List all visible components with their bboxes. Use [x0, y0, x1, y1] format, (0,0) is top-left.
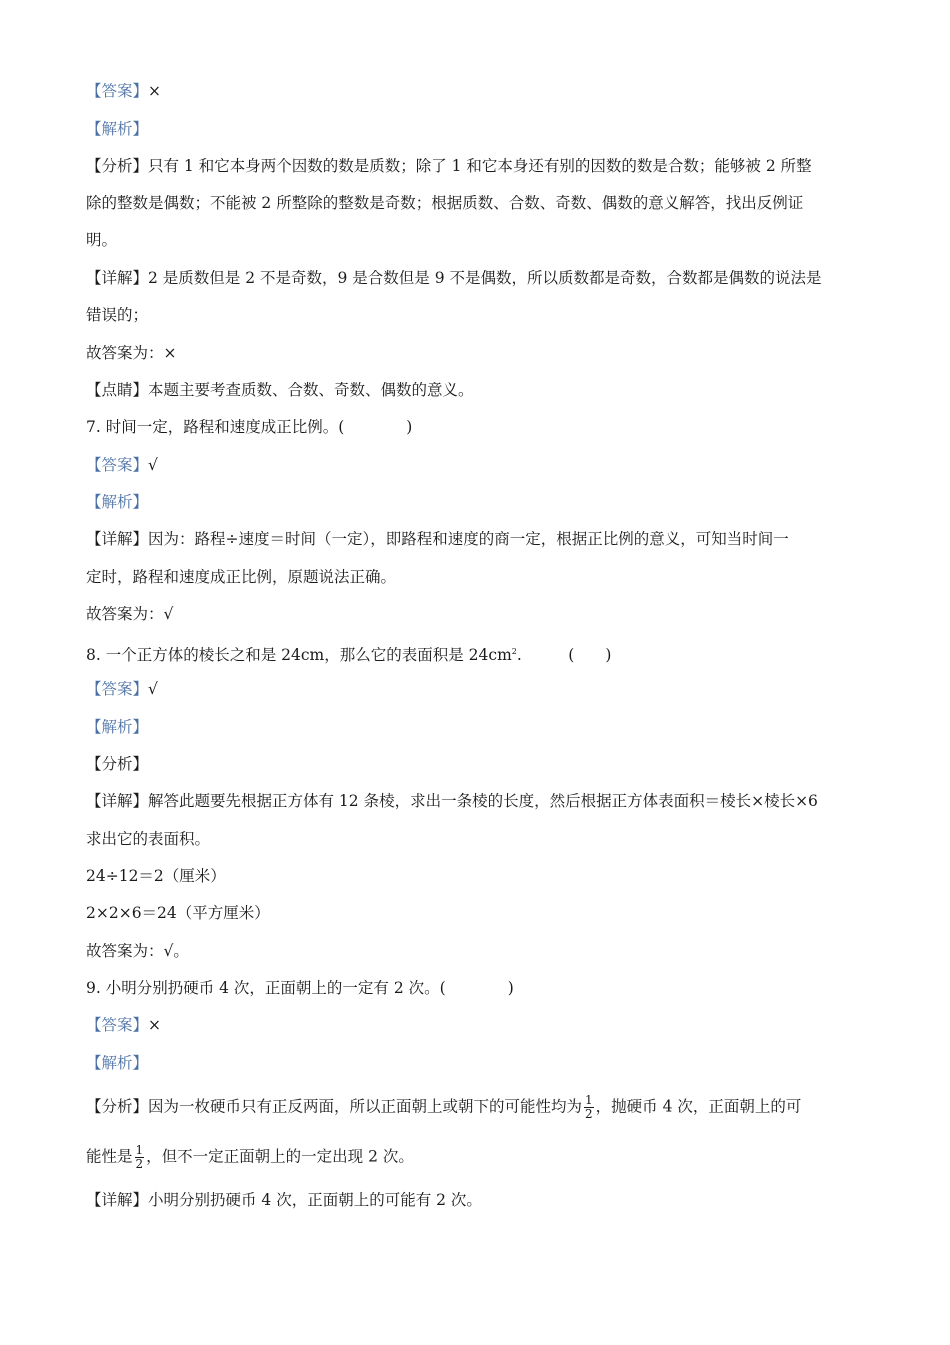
- detail-text-6-line2: 错误的；: [86, 306, 149, 324]
- detail-text-8-line2: 求出它的表面积。: [86, 830, 211, 848]
- analysis-9-text-a: 【分析】因为一枚硬币只有正反两面，所以正面朝上或朝下的可能性均为: [86, 1097, 583, 1116]
- analysis-text-9-line1: [86, 1094, 866, 1121]
- question-8-text-a: 8. 一个正方体的棱长之和是 24cm，那么它的表面积是 24cm: [86, 646, 512, 665]
- analysis-text-6-line2: 除的整数是偶数；不能被 2 所整除的整数是奇数；根据质数、合数、奇数、偶数的意义解答，找出反例证: [86, 194, 804, 212]
- analysis-9-text-d: ，但不一定正面朝上的一定出现 2 次。: [146, 1147, 414, 1166]
- detail-text-9: 【详解】小明分别扔硬币 4 次，正面朝上的可能有 2 次。: [86, 1191, 482, 1209]
- answer-tag: 【答案】: [86, 680, 149, 698]
- analysis-tag-6: 【解析】: [86, 120, 149, 138]
- analysis-text-6-line1: 【分析】只有 1 和它本身两个因数的数是质数；除了 1 和它本身还有别的因数的数是合数；能够被 2 所整: [86, 157, 812, 175]
- fraction-denominator: 2: [135, 1157, 144, 1171]
- fraction-one-half: [135, 1144, 145, 1171]
- calc-line-2: 2×2×6＝24（平方厘米）: [86, 904, 270, 922]
- answer-line-8: [86, 678, 866, 700]
- fraction-one-half: [584, 1094, 594, 1121]
- analysis-9-text-c: 能性是: [86, 1147, 133, 1166]
- detail-text-7-line2: 定时，路程和速度成正比例，原题说法正确。: [86, 568, 397, 586]
- conclusion-8: 故答案为：√。: [86, 942, 189, 960]
- remark-6: 【点睛】本题主要考查质数、合数、奇数、偶数的意义。: [86, 381, 474, 399]
- analysis-text-9-line2: [86, 1144, 866, 1171]
- analysis-tag-9: 【解析】: [86, 1054, 149, 1072]
- detail-text-6-line1: 【详解】2 是质数但是 2 不是奇数，9 是合数但是 9 不是偶数，所以质数都是奇数，合数都是偶数的说法是: [86, 269, 822, 287]
- detail-text-7-line1: 【详解】因为：路程÷速度＝时间（一定），即路程和速度的商一定，根据正比例的意义，可知当时间一: [86, 530, 789, 548]
- question-8-text-b: . ( ): [516, 646, 612, 665]
- question-8-superscript: 2: [511, 647, 517, 656]
- answer-value: ×: [148, 82, 162, 100]
- analysis-tag-8: 【解析】: [86, 718, 149, 736]
- conclusion-7: 故答案为：√: [86, 605, 174, 623]
- answer-tag: 【答案】: [86, 456, 149, 474]
- question-7: 7. 时间一定，路程和速度成正比例。( ): [86, 418, 413, 436]
- fraction-denominator: 2: [585, 1107, 593, 1121]
- fraction-numerator: 1: [135, 1143, 144, 1157]
- analysis-text-6-line3: 明。: [86, 231, 118, 249]
- analysis-9-text-b: ，抛硬币 4 次，正面朝上的可: [595, 1097, 802, 1116]
- answer-tag: 【答案】: [86, 1016, 149, 1034]
- answer-tag: 【答案】: [86, 82, 149, 100]
- calc-line-1: 24÷12＝2（厘米）: [86, 867, 226, 885]
- answer-value: √: [148, 456, 158, 474]
- answer-line-7: [86, 454, 866, 476]
- analysis-tag-7: 【解析】: [86, 493, 149, 511]
- fraction-numerator: 1: [585, 1093, 593, 1107]
- answer-value: √: [148, 680, 158, 698]
- detail-text-8-line1: 【详解】解答此题要先根据正方体有 12 条棱，求出一条棱的长度，然后根据正方体表面积＝棱长×棱长×6: [86, 792, 818, 810]
- answer-line-9: [86, 1014, 866, 1036]
- question-8: [86, 641, 866, 666]
- analysis-heading-8: 【分析】: [86, 755, 149, 773]
- answer-value: ×: [148, 1016, 162, 1034]
- question-9: 9. 小明分别扔硬币 4 次，正面朝上的一定有 2 次。( ): [86, 979, 514, 997]
- conclusion-6: 故答案为：×: [86, 344, 177, 362]
- answer-line-6: [86, 80, 866, 102]
